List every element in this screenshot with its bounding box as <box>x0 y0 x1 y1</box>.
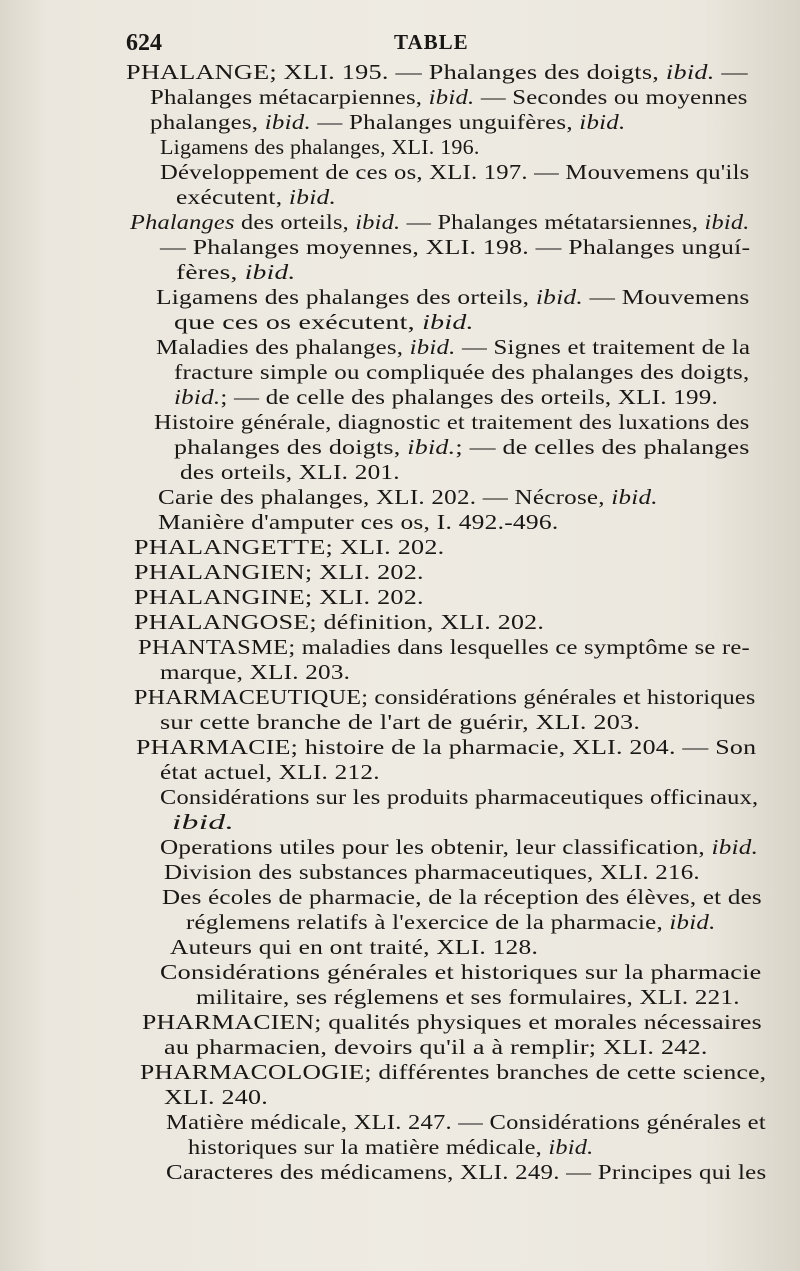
entry-text: Matière médicale, XLI. 247. — Considérations générales et <box>166 1110 766 1134</box>
index-line <box>134 560 424 584</box>
index-line <box>196 985 740 1009</box>
entry-text: historiques sur la matière médicale, <box>188 1135 549 1159</box>
entry-text: PHALANGETTE; XLI. 202. <box>134 535 445 559</box>
index-line <box>176 185 336 209</box>
italic-text: Phalanges <box>130 210 235 234</box>
entry-text: PHARMACIEN; qualités physiques et morales nécessaires <box>142 1010 762 1034</box>
index-line <box>160 235 750 259</box>
italic-text: ibid. <box>355 210 401 234</box>
index-line <box>160 160 749 184</box>
entry-text: réglemens relatifs à l'exercice de la pharmacie, <box>186 910 670 934</box>
entry-text: Histoire générale, diagnostic et traitement des luxations des <box>154 410 750 434</box>
entry-text: — Signes et traitement de la <box>455 335 751 359</box>
italic-text: ibid. <box>409 335 456 359</box>
index-line <box>160 135 480 159</box>
entry-text: que ces os exécutent, <box>174 310 423 334</box>
index-line <box>150 110 625 134</box>
index-line <box>174 360 749 384</box>
entry-text: PHANTASME; maladies dans lesquelles ce symptôme se re- <box>138 635 750 659</box>
index-line <box>156 285 750 309</box>
italic-text: ibid. <box>428 85 475 109</box>
entry-text: ; — de celles des phalanges <box>455 435 750 459</box>
entry-text: PHALANGIEN; XLI. 202. <box>134 560 424 584</box>
entry-text: au pharmacien, devoirs qu'il a à remplir; XLI. 242. <box>164 1035 708 1059</box>
entry-text: PHARMACEUTIQUE; considérations générales et historiques <box>134 685 756 709</box>
entry-text: Ligamens des phalanges des orteils, <box>156 285 536 309</box>
index-line <box>176 260 296 284</box>
entry-text: Division des substances pharmaceutiques, XLI. 216. <box>164 860 700 884</box>
entry-text: PHALANGINE; XLI. 202. <box>134 585 424 609</box>
index-line <box>172 810 234 834</box>
entry-text: des orteils, <box>234 210 356 234</box>
entry-text: sur cette branche de l'art de guérir, XLI. 203. <box>160 710 641 734</box>
entry-text: — Phalanges unguifères, <box>310 110 580 134</box>
entry-text: — Phalanges métatarsiennes, <box>400 210 705 234</box>
index-line <box>140 1060 766 1084</box>
entry-text: état actuel, XLI. 212. <box>160 760 380 784</box>
index-line <box>156 335 750 359</box>
italic-text: ibid. <box>535 285 583 309</box>
italic-text: ibid. <box>548 1135 594 1159</box>
index-line <box>142 1010 762 1034</box>
entry-text: exécutent, <box>176 185 289 209</box>
entry-text: marque, XLI. 203. <box>160 660 351 684</box>
index-line <box>138 635 750 659</box>
index-line <box>160 760 380 784</box>
entry-text: fères, <box>176 260 245 284</box>
entry-text: Des écoles de pharmacie, de la réception des élèves, et des <box>162 885 762 909</box>
italic-text: ibid. <box>579 110 626 134</box>
entry-text: PHALANGE; XLI. 195. — Phalanges des doigts, <box>126 60 666 84</box>
index-line <box>160 710 640 734</box>
entry-text: ; — de celle des phalanges des orteils, XLI. 199. <box>220 385 718 409</box>
running-title: TABLE <box>394 30 469 54</box>
entry-text: Carie des phalanges, XLI. 202. — Nécrose, <box>158 485 612 509</box>
index-line <box>130 210 750 234</box>
index-line <box>134 535 444 559</box>
entry-text: — <box>714 60 748 84</box>
page-header <box>126 26 766 60</box>
italic-text: ibid. <box>174 385 221 409</box>
index-line <box>160 660 350 684</box>
entry-text: phalanges, <box>150 110 265 134</box>
entry-text: phalanges des doigts, <box>174 435 408 459</box>
italic-text: ibid. <box>669 910 716 934</box>
entry-text: — Secondes ou moyennes <box>474 85 748 109</box>
index-line <box>188 1135 593 1159</box>
index-line <box>164 1085 268 1109</box>
entry-text: Manière d'amputer ces os, I. 492.-496. <box>158 510 559 534</box>
index-line <box>150 85 748 109</box>
entry-text: Caracteres des médicamens, XLI. 249. — Principes qui les <box>166 1160 767 1184</box>
index-line <box>160 785 758 809</box>
entry-text: Développement de ces os, XLI. 197. — Mouvemens qu'ils <box>160 160 750 184</box>
index-line <box>174 435 750 459</box>
italic-text: ibid. <box>172 810 235 834</box>
entry-text: XLI. 240. <box>164 1085 269 1109</box>
index-line <box>158 510 558 534</box>
index-line <box>134 585 424 609</box>
italic-text: ibid. <box>611 485 658 509</box>
italic-text: ibid. <box>407 435 456 459</box>
index-line <box>126 60 748 84</box>
entry-text: Auteurs qui en ont traité, XLI. 128. <box>170 935 539 959</box>
italic-text: ibid. <box>704 210 750 234</box>
index-line <box>136 735 756 759</box>
entry-text: Considérations générales et historiques sur la pharmacie <box>160 960 762 984</box>
entry-text: militaire, ses réglemens et ses formulaires, XLI. 221. <box>196 985 740 1009</box>
index-line <box>162 885 762 909</box>
index-line <box>174 310 474 334</box>
index-line <box>160 835 758 859</box>
index-line <box>134 610 544 634</box>
entry-text: Considérations sur les produits pharmaceutiques officinaux, <box>160 785 759 809</box>
italic-text: ibid. <box>288 185 337 209</box>
entry-text: des orteils, XLI. 201. <box>180 460 400 484</box>
entry-text: PHARMACIE; histoire de la pharmacie, XLI. 204. — Son <box>136 735 757 759</box>
italic-text: ibid. <box>244 260 296 284</box>
entry-text: Operations utiles pour les obtenir, leur classification, <box>160 835 712 859</box>
entry-text: fracture simple ou compliquée des phalanges des doigts, <box>174 360 750 384</box>
italic-text: ibid. <box>711 835 759 859</box>
italic-text: ibid. <box>665 60 715 84</box>
italic-text: ibid. <box>264 110 311 134</box>
entry-text: PHALANGOSE; définition, XLI. 202. <box>134 610 545 634</box>
page-number: 624 <box>126 30 162 56</box>
index-line <box>170 935 538 959</box>
entry-text: — Phalanges moyennes, XLI. 198. — Phalanges unguí- <box>160 235 751 259</box>
index-line <box>186 910 716 934</box>
entry-text: — Mouvemens <box>582 285 750 309</box>
index-line <box>134 685 756 709</box>
index-line <box>154 410 749 434</box>
index-line <box>164 1035 708 1059</box>
italic-text: ibid. <box>422 310 474 334</box>
index-line <box>180 460 400 484</box>
index-line <box>174 385 718 409</box>
index-line <box>166 1160 766 1184</box>
index-line <box>164 860 700 884</box>
entry-text: PHARMACOLOGIE; différentes branches de cette science, <box>140 1060 767 1084</box>
index-line <box>166 1110 766 1134</box>
index-line <box>160 960 761 984</box>
entry-text: Maladies des phalanges, <box>156 335 410 359</box>
entry-text: Phalanges métacarpiennes, <box>150 85 429 109</box>
index-line <box>158 485 658 509</box>
entry-text: Ligamens des phalanges, XLI. 196. <box>160 135 480 159</box>
